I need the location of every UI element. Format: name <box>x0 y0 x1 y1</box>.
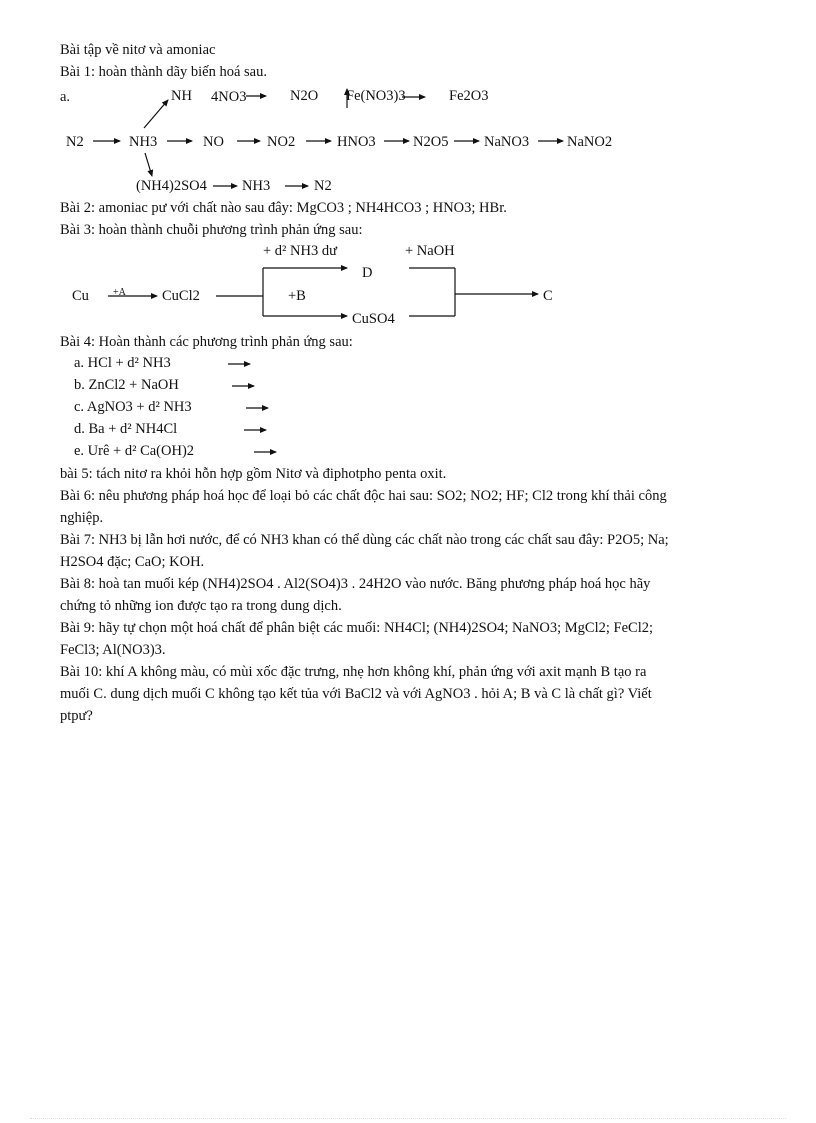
exercise-4-item-c: c. AgNO3 + d² NH3 <box>74 399 192 415</box>
exercise-10-line-3: ptpư? <box>60 708 93 724</box>
main-n2o5: N2O5 <box>413 134 449 150</box>
main-no: NO <box>203 134 224 150</box>
exercise-8-line-1: Bài 8: hoà tan muối kép (NH4)2SO4 . Al2(SO4)3 . 24H2O vào nước. Băng phương pháp hoá học hãy <box>60 576 651 592</box>
exercise-2: Bài 2: amoniac pư với chất nào sau đây: MgCO3 ; NH4HCO3 ; HNO3; HBr. <box>60 200 507 216</box>
bottom-n2: N2 <box>314 178 332 194</box>
exercise-10-line-2: muối C. dung dịch muối C không tạo kết tủa với BaCl2 và với AgNO3 . hỏi A; B và C là chất gì? Viết <box>60 686 652 702</box>
exercise-6-line-1: Bài 6: nêu phương pháp hoá học để loại bỏ các chất độc hai sau: SO2; NO2; HF; Cl2 trong khí thải công <box>60 488 667 504</box>
exercise-6-line-2: nghiệp. <box>60 510 104 526</box>
main-nh3: NH3 <box>129 134 158 150</box>
exercise-8-line-2: chứng tỏ những ion được tạo ra trong dung dịch. <box>60 598 342 614</box>
exercise-4-item-d: d. Ba + d² NH4Cl <box>74 421 178 437</box>
main-no2: NO2 <box>267 134 296 150</box>
exercise-4-item-a: a. HCl + d² NH3 <box>74 355 171 371</box>
exercise-7-line-2: H2SO4 đặc; CaO; KOH. <box>60 554 205 570</box>
reactant-cu: Cu <box>72 288 89 304</box>
product-cucl2: CuCl2 <box>162 288 200 304</box>
bottom-nh3: NH3 <box>242 178 271 194</box>
exercise-7-line-1: Bài 7: NH3 bị lẫn hơi nước, để có NH3 khan có thể dùng các chất nào trong các chất sau đây: P2O5; Na; <box>60 532 669 548</box>
exercise-1-label: Bài 1: hoàn thành dãy biến hoá sau. <box>60 64 267 80</box>
product-c: C <box>543 288 553 304</box>
exercise-5: bài 5: tách nitơ ra khỏi hỗn hợp gồm Nitơ và điphotpho penta oxit. <box>60 466 447 482</box>
reagent-b: +B <box>288 288 306 304</box>
bottom-nh42so4: (NH4)2SO4 <box>136 178 207 194</box>
reagent-naoh: + NaOH <box>405 243 455 259</box>
exercise-9-line-2: FeCl3; Al(NO3)3. <box>60 642 166 658</box>
main-nano2: NaNO2 <box>567 134 613 150</box>
main-nano3: NaNO3 <box>484 134 530 150</box>
exercise-4-label: Bài 4: Hoàn thành các phương trình phản ứng sau: <box>60 334 353 350</box>
main-n2: N2 <box>66 134 84 150</box>
reagent-a: +A <box>113 287 126 298</box>
exercise-9-line-1: Bài 9: hãy tự chọn một hoá chất để phân biệt các muối: NH4Cl; (NH4)2SO4; NaNO3; MgCl2; FeCl2; <box>60 620 654 636</box>
top-fe2o3: Fe2O3 <box>449 88 489 104</box>
reagent-nh3-excess: + d² NH3 dư <box>263 243 337 259</box>
main-hno3: HNO3 <box>337 134 376 150</box>
page-bottom-divider <box>30 1118 786 1119</box>
product-cuso4: CuSO4 <box>352 311 395 327</box>
exercise-4-item-b: b. ZnCl2 + NaOH <box>74 377 179 393</box>
exercise-1-part-a: a. <box>60 89 71 105</box>
exercise-3-label: Bài 3: hoàn thành chuỗi phương trình phản ứng sau: <box>60 222 363 238</box>
top-4no3: 4NO3 <box>211 89 247 105</box>
arrow-nh3-to-nh42so4 <box>145 153 152 176</box>
top-n2o: N2O <box>290 88 319 104</box>
product-d: D <box>362 265 373 281</box>
top-nh: NH <box>171 88 192 104</box>
top-feno33: Fe(NO3)3 <box>346 88 406 104</box>
arrow-nh3-to-nh4no3 <box>144 100 168 128</box>
document-title: Bài tập về nitơ và amoniac <box>60 42 216 58</box>
exercise-4-item-e: e. Urê + d² Ca(OH)2 <box>74 443 195 459</box>
exercise-10-line-1: Bài 10: khí A không màu, có mùi xốc đặc trưng, nhẹ hơn không khí, phản ứng với axit mạnh B tạo ra <box>60 664 647 680</box>
